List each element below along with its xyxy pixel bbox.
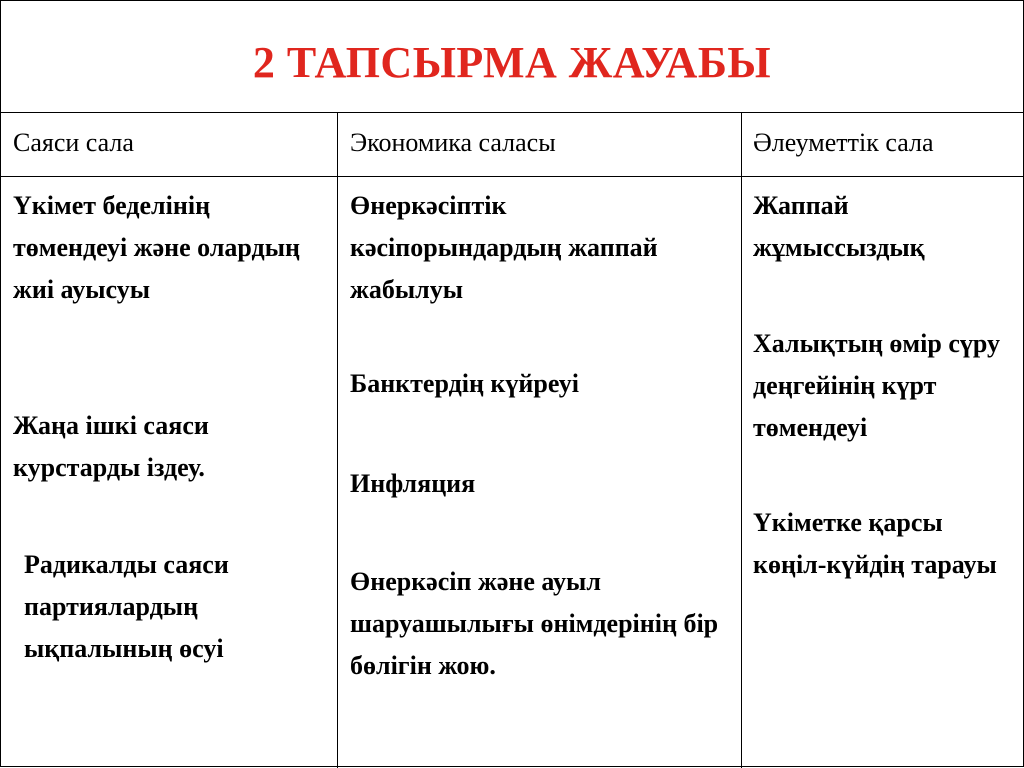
header-economic: Экономика саласы (350, 128, 556, 157)
social-item-1: Жаппай жұмыссыздық (753, 191, 925, 262)
political-item-1: Үкімет беделінің төмендеуі және олардың жиі ауысуы (13, 191, 300, 304)
economic-item-2: Банктердің күйреуі (350, 369, 579, 398)
column-divider-1 (337, 113, 338, 768)
header-political: Саяси сала (13, 128, 134, 157)
header-social: Әлеуметтік сала (753, 128, 934, 157)
slide-title: 2 ТАПСЫРМА ЖАУАБЫ (1, 1, 1023, 113)
column-divider-2 (741, 113, 742, 768)
political-item-2: Жаңа ішкі саяси курстарды іздеу. (13, 411, 209, 482)
economic-item-1: Өнеркәсіптік кәсіпорындардың жаппай жабылуы (350, 191, 658, 304)
economic-item-3: Инфляция (350, 469, 476, 498)
economic-item-4: Өнеркәсіп және ауыл шаруашылығы өнімдерінің бір бөлігін жою. (350, 567, 719, 680)
political-item-3: Радикалды саяси партиялардың ықпалының өсуі (24, 550, 229, 663)
social-item-3: Үкіметке қарсы көңіл-күйдің тарауы (753, 508, 997, 579)
social-item-2: Халықтың өмір сүру деңгейінің күрт төмендеуі (753, 329, 1000, 442)
header-row-divider (1, 176, 1023, 177)
